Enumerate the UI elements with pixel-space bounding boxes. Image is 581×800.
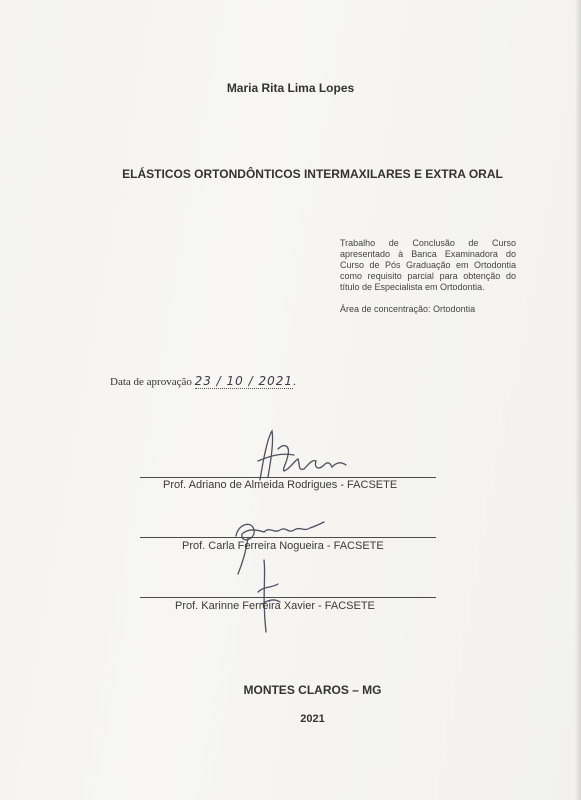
signature-line-1: [140, 477, 436, 478]
page-edge-shadow: [575, 0, 581, 800]
examiner-name-1: Prof. Adriano de Almeida Rodrigues - FACSETE: [163, 479, 398, 491]
approval-label: Data de aprovação: [110, 376, 192, 388]
signature-line-3: [140, 597, 436, 598]
examiner-name-3: Prof. Karinne Ferreira Xavier - FACSETE: [175, 600, 375, 612]
examiner-name-2: Prof. Carla Ferreira Nogueira - FACSETE: [182, 540, 384, 552]
signature-line-2: [140, 537, 436, 538]
approval-date: [110, 374, 296, 388]
signature-3: [250, 556, 290, 636]
city-location: MONTES CLAROS – MG: [243, 683, 382, 697]
signature-1: [238, 425, 358, 485]
approval-suffix: .: [293, 376, 296, 388]
document-title: ELÁSTICOS ORTONDÔNTICOS INTERMAXILARES E EXTRA ORAL: [122, 167, 503, 181]
year: 2021: [300, 713, 325, 725]
abstract-text: Trabalho de Conclusão de Curso apresentado à Banca Examinadora do Curso de Pós Graduação em Ortodontia como requisito parcial para obtenção do título de Especialista em Ortodontia.: [340, 238, 516, 292]
abstract-block: [340, 238, 516, 315]
concentration-area: Área de concentração: Ortodontia: [340, 304, 476, 314]
author-name: Maria Rita Lima Lopes: [226, 81, 355, 95]
approval-date-handwritten: 23 / 10 / 2021: [194, 374, 294, 388]
